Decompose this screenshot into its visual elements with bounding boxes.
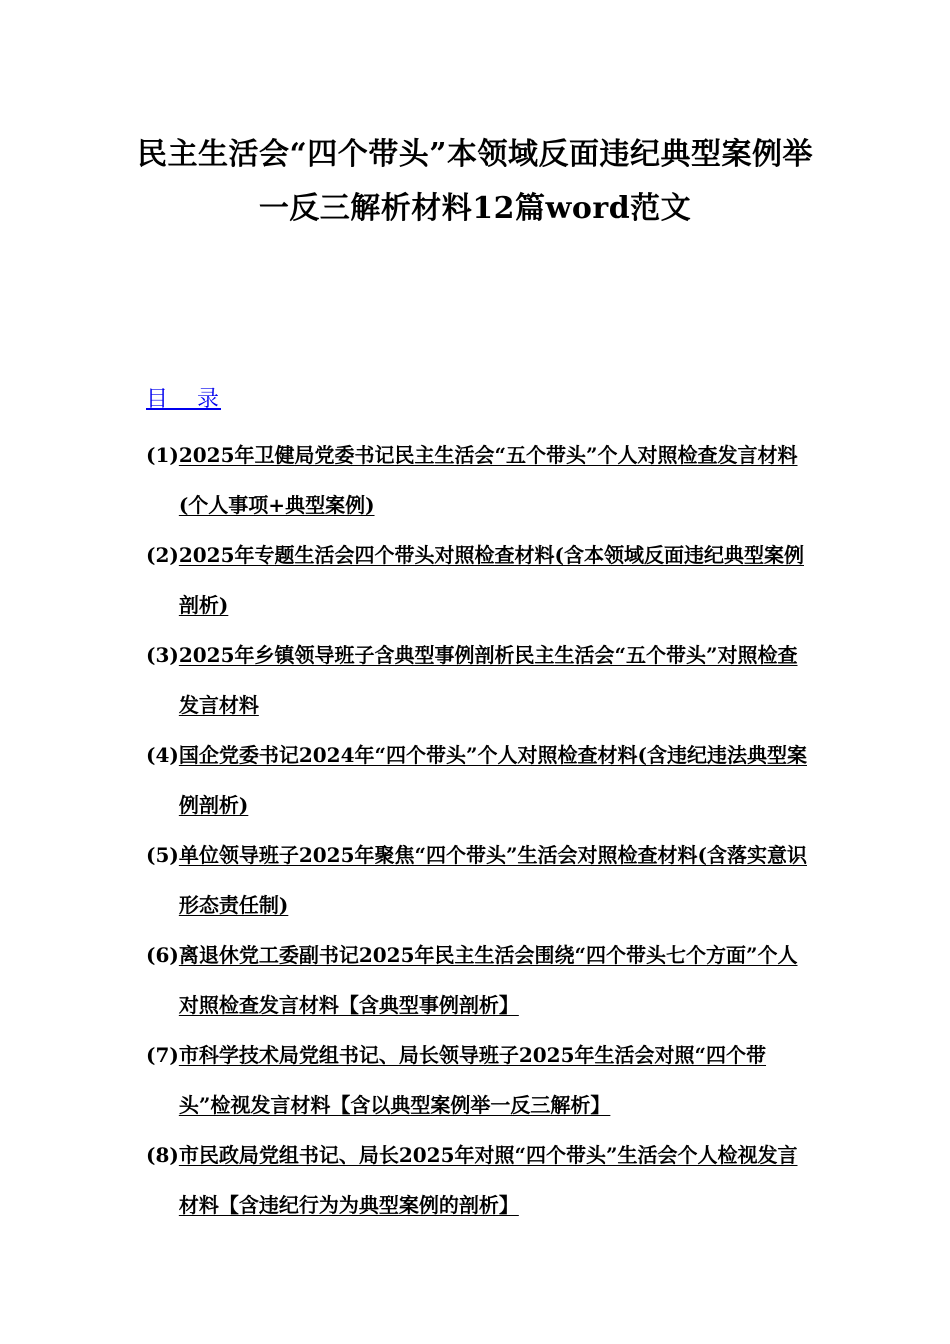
toc-item-7[interactable] — [146, 1030, 816, 1130]
toc-item-number: (3) — [146, 643, 179, 667]
toc-item-1[interactable] — [146, 430, 816, 530]
toc-item-link[interactable]: 单位领导班子2025年聚焦“四个带头”生活会对照检查材料(含落实意识形态责任制) — [178, 843, 807, 917]
toc-item-link[interactable]: 离退休党工委副书记2025年民主生活会围绕“四个带头七个方面”个人对照检查发言材料【含典型事例剖析】 — [178, 943, 798, 1017]
toc-item-number: (2) — [146, 543, 179, 567]
toc-item-link[interactable]: 2025年乡镇领导班子含典型事例剖析民主生活会“五个带头”对照检查发言材料 — [178, 643, 798, 717]
toc-item-link[interactable]: 2025年专题生活会四个带头对照检查材料(含本领域反面违纪典型案例剖析) — [178, 543, 804, 617]
toc-item-number: (1) — [146, 443, 179, 467]
title-line-1: 民主生活会“四个带头”本领域反面违纪典型案例举 — [136, 137, 813, 172]
toc-item-link[interactable]: 国企党委书记2024年“四个带头”个人对照检查材料(含违纪违法典型案例剖析) — [178, 743, 807, 817]
toc-item-link[interactable]: 2025年卫健局党委书记民主生活会“五个带头”个人对照检查发言材料(个人事项+典型案例) — [178, 443, 798, 517]
toc-item-number: (7) — [146, 1043, 179, 1067]
toc-item-number: (5) — [146, 843, 179, 867]
table-of-contents — [146, 430, 816, 1230]
toc-item-6[interactable] — [146, 930, 816, 1030]
document-title — [110, 128, 840, 236]
toc-item-number: (4) — [146, 743, 179, 767]
toc-item-5[interactable] — [146, 830, 816, 930]
title-line-2: 一反三解析材料12篇word范文 — [258, 191, 692, 226]
toc-item-number: (6) — [146, 943, 179, 967]
toc-item-link[interactable]: 市科学技术局党组书记、局长领导班子2025年生活会对照“四个带头”检视发言材料【含以典型案例举一反三解析】 — [178, 1043, 767, 1117]
toc-item-3[interactable] — [146, 630, 816, 730]
toc-item-4[interactable] — [146, 730, 816, 830]
toc-item-8[interactable] — [146, 1130, 816, 1230]
toc-heading-link[interactable]: 目 录 — [146, 387, 221, 412]
toc-item-link[interactable]: 市民政局党组书记、局长2025年对照“四个带头”生活会个人检视发言材料【含违纪行为为典型案例的剖析】 — [178, 1143, 798, 1217]
toc-item-number: (8) — [146, 1143, 179, 1167]
toc-item-2[interactable] — [146, 530, 816, 630]
